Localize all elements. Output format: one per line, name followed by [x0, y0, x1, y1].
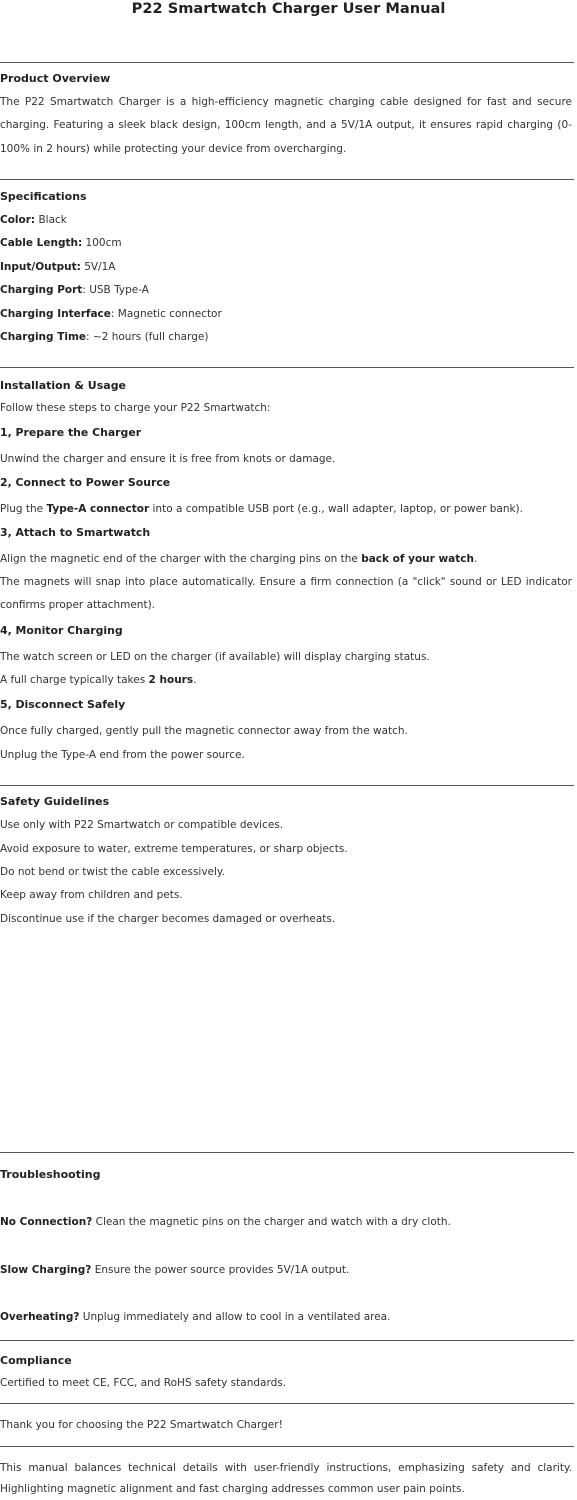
step-2-emphasis: Type-A connector — [46, 503, 150, 515]
step-3-text-2: The magnets will snap into place automatically. Ensure a firm connection (a "click" sound or LED indicator confirms proper attachment). — [0, 576, 572, 611]
divider — [0, 62, 574, 63]
spec-cable-length — [0, 236, 122, 251]
spec-value: : Magnetic connector — [110, 308, 222, 320]
step-5-text-2: Unplug the Type-A end from the power source. — [0, 749, 245, 761]
spec-value: 100cm — [82, 237, 122, 249]
closing-text: This manual balances technical details with user-friendly instructions, emphasizing safety and clarity. Highlighting magnetic alignment and fast charging addresses common user pain points. — [0, 1462, 572, 1495]
divider — [0, 1403, 574, 1404]
divider — [0, 1152, 574, 1153]
troubleshooting-item — [0, 1310, 390, 1325]
safety-item: Discontinue use if the charger becomes damaged or overheats. — [0, 913, 336, 925]
overview-heading: Product Overview — [0, 72, 111, 85]
step-2-text — [0, 502, 523, 517]
step-1-text: Unwind the charger and ensure it is free from knots or damage. — [0, 453, 336, 465]
step-3-emphasis: back of your watch — [361, 553, 474, 565]
divider — [0, 1340, 574, 1341]
troubleshooting-text: Ensure the power source provides 5V/1A output. — [91, 1264, 350, 1276]
overview-text: The P22 Smartwatch Charger is a high-efficiency magnetic charging cable designed for fast and secure charging. Featuring a sleek black design, 100cm length, and a 5V/1A output, it ensures rapid charging (0-100% in 2 hours) while protecting your device from overcharging. — [0, 96, 572, 155]
step-3-text — [0, 552, 477, 567]
install-intro: Follow these steps to charge your P22 Smartwatch: — [0, 402, 271, 414]
divider — [0, 367, 574, 368]
troubleshooting-item — [0, 1215, 451, 1230]
step-2-text-start: Plug the — [0, 503, 47, 515]
step-4-title: 4, Monitor Charging — [0, 624, 123, 637]
step-3-title: 3, Attach to Smartwatch — [0, 526, 151, 539]
troubleshooting-heading: Troubleshooting — [0, 1168, 101, 1181]
troubleshooting-text: Clean the magnetic pins on the charger and watch with a dry cloth. — [92, 1216, 451, 1228]
install-heading: Installation & Usage — [0, 379, 127, 392]
troubleshooting-label: Overheating? — [0, 1311, 80, 1323]
step-5-text: Once fully charged, gently pull the magnetic connector away from the watch. — [0, 725, 408, 737]
spec-label: Charging Port — [0, 284, 83, 296]
troubleshooting-text: Unplug immediately and allow to cool in a ventilated area. — [79, 1311, 391, 1323]
safety-item: Avoid exposure to water, extreme temperatures, or sharp objects. — [0, 843, 348, 855]
spec-label: Color: — [0, 214, 36, 226]
spec-input-output — [0, 260, 115, 275]
document-title: P22 Smartwatch Charger User Manual — [131, 0, 446, 17]
divider — [0, 785, 574, 786]
safety-heading: Safety Guidelines — [0, 795, 110, 808]
spec-charging-interface — [0, 307, 222, 322]
spec-value: 5V/1A — [80, 261, 116, 273]
step-4-emphasis: 2 hours — [148, 674, 194, 686]
spec-charging-port — [0, 283, 149, 298]
compliance-heading: Compliance — [0, 1354, 72, 1367]
step-2-text-end: into a compatible USB port (e.g., wall adapter, laptop, or power bank). — [149, 503, 523, 515]
divider — [0, 1446, 574, 1447]
step-2-title: 2, Connect to Power Source — [0, 476, 171, 489]
step-3-text-start: Align the magnetic end of the charger with the charging pins on the — [0, 553, 362, 565]
specs-heading: Specifications — [0, 190, 87, 203]
safety-item: Do not bend or twist the cable excessively. — [0, 866, 225, 878]
troubleshooting-item — [0, 1263, 349, 1278]
step-4-text-2 — [0, 673, 196, 688]
spec-color — [0, 213, 67, 228]
spec-value: Black — [35, 214, 67, 226]
thanks-text: Thank you for choosing the P22 Smartwatch Charger! — [0, 1419, 283, 1431]
spec-value: : ~2 hours (full charge) — [86, 331, 209, 343]
divider — [0, 179, 574, 180]
spec-value: : USB Type-A — [82, 284, 149, 296]
safety-item: Use only with P22 Smartwatch or compatible devices. — [0, 819, 284, 831]
step-1-title: 1, Prepare the Charger — [0, 426, 142, 439]
compliance-text: Certified to meet CE, FCC, and RoHS safety standards. — [0, 1377, 287, 1389]
spec-label: Charging Time — [0, 331, 87, 343]
troubleshooting-label: Slow Charging? — [0, 1264, 92, 1276]
spec-label: Charging Interface — [0, 308, 111, 320]
spec-label: Input/Output: — [0, 261, 81, 273]
spec-charging-time — [0, 330, 208, 345]
step-5-title: 5, Disconnect Safely — [0, 698, 126, 711]
step-4-text-end: . — [193, 674, 197, 686]
step-3-text-end: . — [473, 553, 478, 565]
troubleshooting-label: No Connection? — [0, 1216, 93, 1228]
spec-label: Cable Length: — [0, 237, 83, 249]
safety-item: Keep away from children and pets. — [0, 889, 183, 901]
step-4-text-start: A full charge typically takes — [0, 674, 149, 686]
step-4-text: The watch screen or LED on the charger (if available) will display charging status. — [0, 651, 430, 663]
